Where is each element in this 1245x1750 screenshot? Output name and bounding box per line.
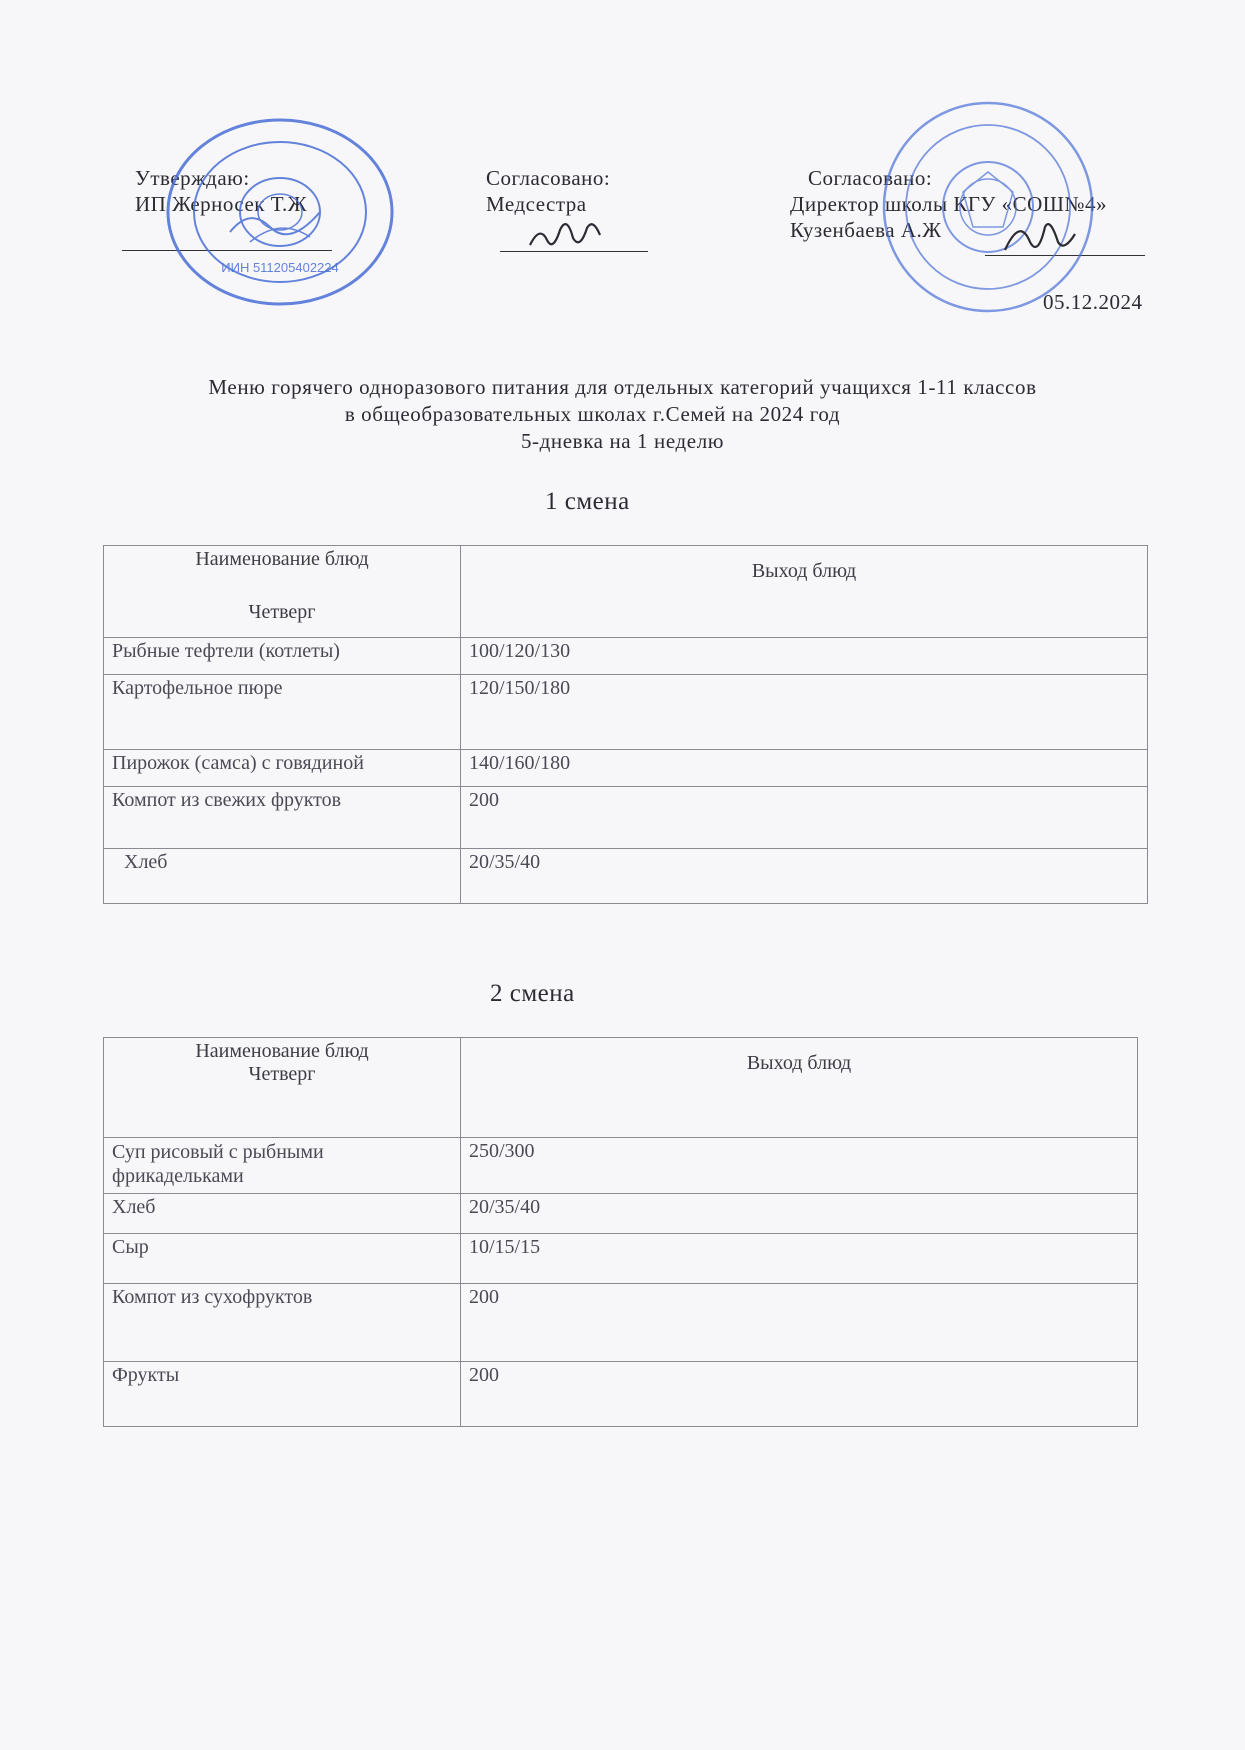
- dish-name: Компот из сухофруктов: [104, 1284, 461, 1362]
- approval-owner-title: Утверждаю:: [135, 166, 250, 190]
- table-row: [104, 1194, 1138, 1234]
- menu-title: Меню горячего одноразового питания для отдельных категорий учащихся 1-11 классов: [208, 375, 1037, 399]
- dish-name: Компот из свежих фруктов: [104, 787, 461, 849]
- header-yield-label: Выход блюд: [746, 1052, 852, 1074]
- dish-name: Картофельное пюре: [104, 675, 461, 750]
- menu-subtitle: в общеобразовательных школах г.Семей на 2024 год: [344, 402, 841, 426]
- dish-yield: 100/120/130: [461, 638, 1148, 675]
- table-row: [104, 638, 1148, 675]
- dish-name: Суп рисовый с рыбными фрикадельками: [104, 1138, 461, 1194]
- dish-yield: 200: [461, 1362, 1138, 1427]
- header-day: Четверг: [248, 1063, 316, 1085]
- header-yield: [461, 546, 1148, 638]
- table-header-row: [104, 1038, 1138, 1138]
- dish-name: Хлеб: [104, 849, 461, 904]
- dish-yield: 20/35/40: [461, 849, 1148, 904]
- shift2-menu-table: [103, 1037, 1138, 1427]
- dish-yield: 10/15/15: [461, 1234, 1138, 1284]
- table-row: [104, 1138, 1138, 1194]
- approval-director-title: Согласовано:: [808, 166, 933, 190]
- approval-owner-name: ИП Жерносек Т.Ж: [135, 192, 308, 216]
- approval-director-name: Директор школы КГУ «СОШ№4»: [790, 192, 1107, 216]
- approval-director-extra: Кузенбаева А.Ж: [790, 218, 942, 242]
- table-header-row: [104, 546, 1148, 638]
- header-dish-label: Наименование блюд: [195, 548, 369, 570]
- owner-stamp-icon: [160, 112, 400, 312]
- dish-yield: 20/35/40: [461, 1194, 1138, 1234]
- dish-yield: 140/160/180: [461, 750, 1148, 787]
- table-row: [104, 1284, 1138, 1362]
- nurse-signature-icon: [525, 210, 605, 255]
- dish-name: Рыбные тефтели (котлеты): [104, 638, 461, 675]
- dish-name: Сыр: [104, 1234, 461, 1284]
- dish-yield: 120/150/180: [461, 675, 1148, 750]
- school-stamp-icon: [878, 92, 1098, 322]
- dish-name: Хлеб: [104, 1194, 461, 1234]
- shift2-heading: 2 смена: [490, 980, 575, 1007]
- header-yield: [461, 1038, 1138, 1138]
- dish-yield: 200: [461, 1284, 1138, 1362]
- dish-name: Пирожок (самса) с говядиной: [104, 750, 461, 787]
- table-row: [104, 849, 1148, 904]
- table-row: [104, 750, 1148, 787]
- header-dish-name: [104, 1038, 461, 1138]
- dish-yield: 200: [461, 787, 1148, 849]
- table-row: [104, 1362, 1138, 1427]
- approval-nurse-title: Согласовано:: [486, 166, 611, 190]
- shift1-menu-table: [103, 545, 1148, 904]
- table-row: [104, 1234, 1138, 1284]
- menu-period: 5-дневка на 1 неделю: [520, 429, 725, 453]
- header-dish-name: [104, 546, 461, 638]
- header-yield-label: Выход блюд: [751, 560, 857, 582]
- shift1-heading: 1 смена: [545, 488, 630, 515]
- approval-nurse-name: Медсестра: [486, 192, 587, 216]
- dish-name: Фрукты: [104, 1362, 461, 1427]
- header-day: Четверг: [248, 601, 316, 623]
- approval-date: 05.12.2024: [1043, 290, 1143, 314]
- header-dish-label: Наименование блюд: [195, 1040, 369, 1062]
- table-row: [104, 675, 1148, 750]
- table-row: [104, 787, 1148, 849]
- director-signature-icon: [1000, 212, 1080, 257]
- svg-text:ИИН 511205402224: ИИН 511205402224: [221, 260, 339, 275]
- dish-yield: 250/300: [461, 1138, 1138, 1194]
